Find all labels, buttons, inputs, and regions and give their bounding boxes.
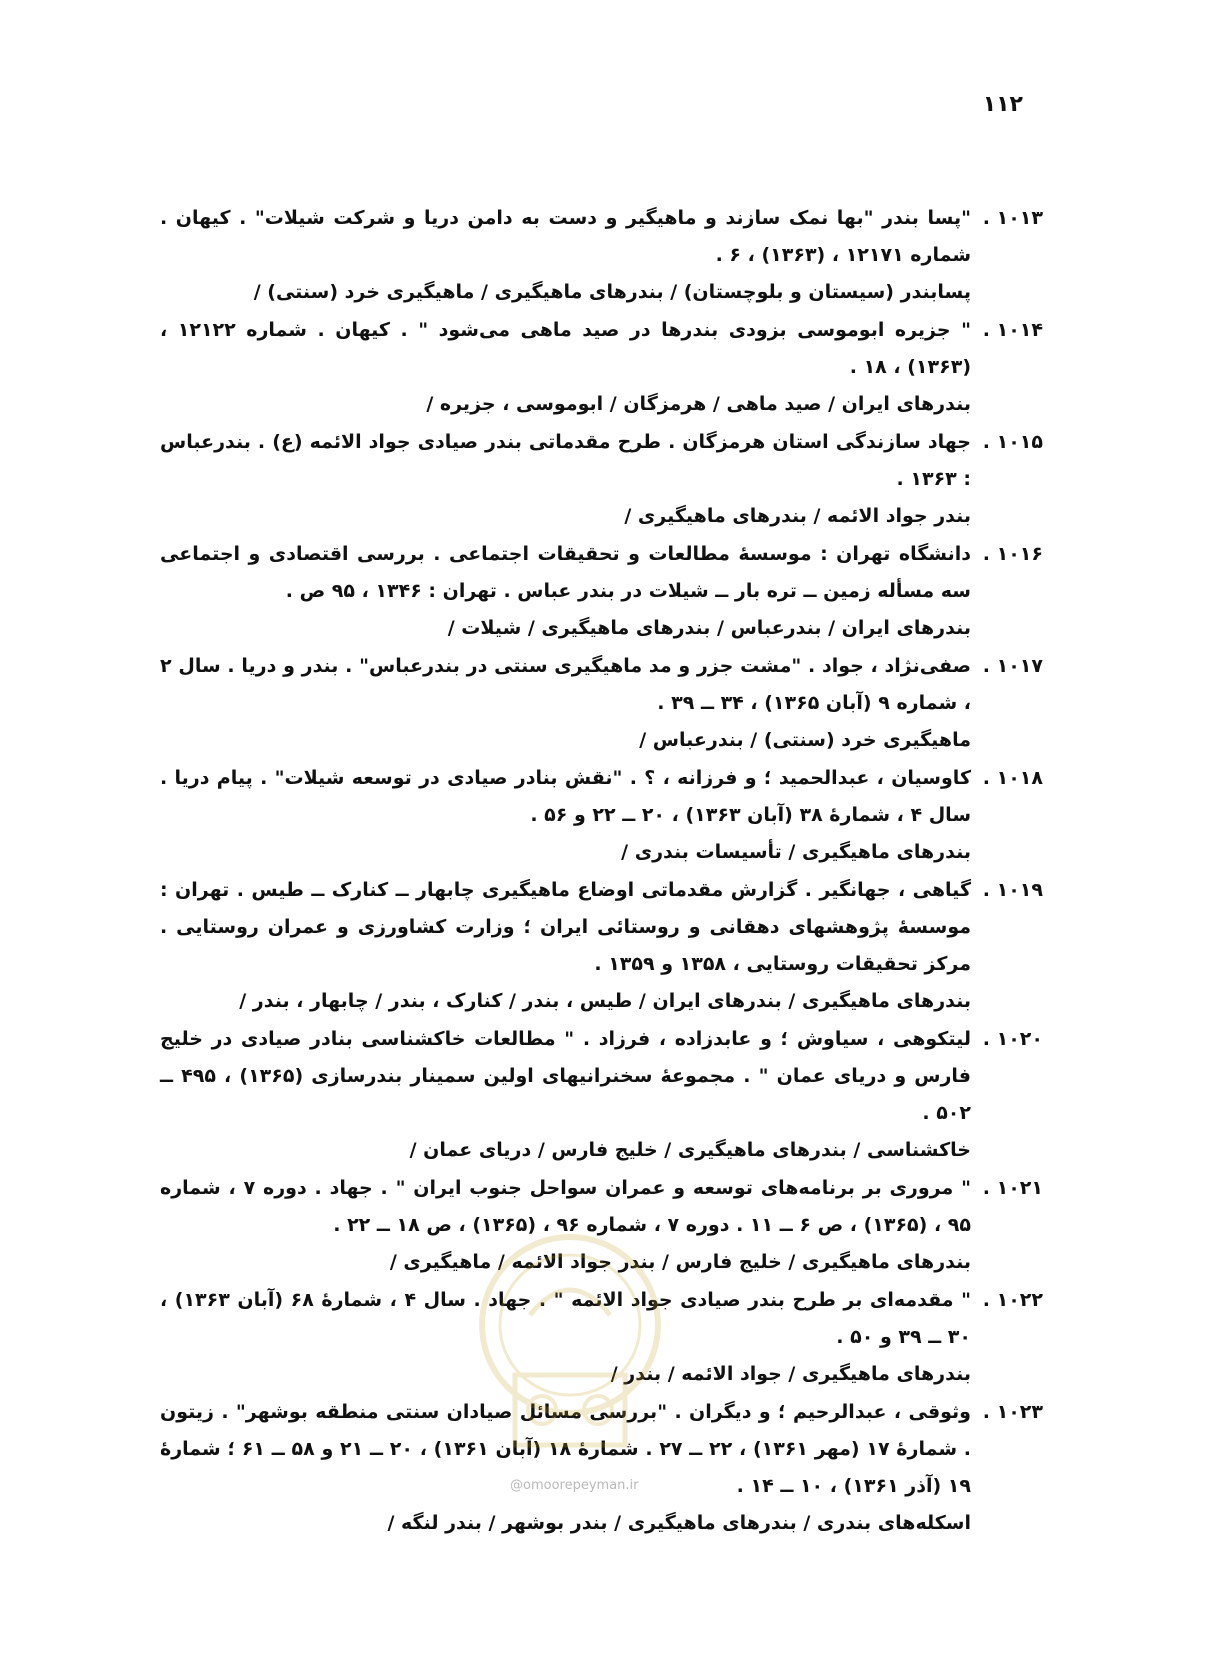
entry-citation: جهاد سازندگی استان هرمزگان . طرح مقدماتی بندر صیادی جواد الائمه (ع) . بندرعباس : ۱۳۶۳ .	[160, 431, 971, 490]
entry-citation: لیتکوهی ، سیاوش ؛ و عابدزاده ، فرزاد . " مطالعات خاکشناسی بنادر صیادی در خلیج فارس و دریای عمان " . مجموعهٔ سخنرانیهای اولین سمینار بندرسازی (۱۳۶۵) ، ۴۹۵ ــ ۵۰۲ .	[160, 1028, 971, 1124]
page-number: ۱۱۲	[982, 92, 1023, 117]
entry-number: ۱۰۱۳ .	[982, 207, 1043, 229]
entry-subjects: بندرهای ماهیگیری / بندرهای ایران / طیس ، بندر / کنارک ، بندر / چابهار ، بندر /	[239, 990, 971, 1012]
entry-subjects: بندر جواد الائمه / بندرهای ماهیگیری /	[624, 505, 971, 527]
entry-subjects: خاکشناسی / بندرهای ماهیگیری / خلیج فارس / دریای عمان /	[409, 1139, 971, 1161]
entry-number: ۱۰۲۲ .	[982, 1289, 1043, 1311]
entry-citation: " جزیره ابوموسی بزودی بندرها در صید ماهی می‌شود " . کیهان . شماره ۱۲۱۲۲ ، (۱۳۶۳) ، ۱۸ .	[160, 319, 971, 378]
bibliography-entry	[160, 760, 1043, 870]
entry-subjects: اسکله‌های بندری / بندرهای ماهیگیری / بندر بوشهر / بندر لنگه /	[387, 1512, 971, 1534]
entry-number: ۱۰۱۴ .	[982, 319, 1043, 341]
entry-number: ۱۰۲۳ .	[982, 1401, 1043, 1423]
entry-citation: صفی‌نژاد ، جواد . "مشت جزر و مد ماهیگیری سنتی در بندرعباس" . بندر و دریا . سال ۲ ، شماره ۹ (آبان ۱۳۶۵) ، ۳۴ ــ ۳۹ .	[160, 655, 971, 714]
bibliography-entry	[160, 872, 1043, 1019]
entry-subjects: بندرهای ایران / صید ماهی / هرمزگان / ابوموسی ، جزیره /	[426, 393, 971, 415]
entry-subjects: بندرهای ماهیگیری / خلیج فارس / بندر جواد الائمه / ماهیگیری /	[389, 1251, 971, 1273]
watermark-site: @omoorepeyman.ir	[510, 1478, 639, 1493]
entry-number: ۱۰۱۶ .	[982, 543, 1043, 565]
entry-citation: " مروری بر برنامه‌های توسعه و عمران سواحل جنوب ایران " . جهاد . دوره ۷ ، شماره ۹۵ ، (۱۳۶۵) ، ص ۶ ــ ۱۱ . دوره ۷ ، شماره ۹۶ ، (۱۳۶۵) ، ص ۱۸ ــ ۲۲ .	[160, 1177, 971, 1236]
entry-citation: کاوسیان ، عبدالحمید ؛ و فرزانه ، ؟ . "نقش بنادر صیادی در توسعه شیلات" . پیام دریا . سال ۴ ، شمارهٔ ۳۸ (آبان ۱۳۶۳) ، ۲۰ ــ ۲۲ و ۵۶ .	[160, 767, 971, 826]
bibliography-entry	[160, 1021, 1043, 1168]
entry-subjects: بندرهای ماهیگیری / تأسیسات بندری /	[621, 841, 971, 863]
entry-number: ۱۰۱۹ .	[982, 879, 1043, 901]
entry-subjects: ماهیگیری خرد (سنتی) / بندرعباس /	[639, 729, 971, 751]
entry-citation: وثوقی ، عبدالرحیم ؛ و دیگران . "بررسی مسائل صیادان سنتی منطقه بوشهر" . زیتون . شمارهٔ ۱۷ (مهر ۱۳۶۱) ، ۲۲ ــ ۲۷ . شمارهٔ ۱۸ (آبان ۱۳۶۱) ، ۲۰ ــ ۲۱ و ۵۸ ــ ۶۱ ؛ شمارهٔ ۱۹ (آذر ۱۳۶۱) ، ۱۰ ــ ۱۴ .	[160, 1401, 971, 1497]
bibliography-list	[160, 200, 1043, 1543]
entry-citation: "پسا بندر "بها نمک سازند و ماهیگیر و دست به دامن دریا و شرکت شیلات" . کیهان . شماره ۱۲۱۷۱ ، (۱۳۶۳) ، ۶ .	[160, 207, 971, 266]
bibliography-entry	[160, 1170, 1043, 1280]
entry-subjects: بندرهای ماهیگیری / جواد الائمه / بندر /	[610, 1363, 971, 1385]
entry-subjects: پسابندر (سیستان و بلوچستان) / بندرهای ماهیگیری / ماهیگیری خرد (سنتی) /	[253, 281, 971, 303]
bibliography-entry	[160, 200, 1043, 310]
bibliography-entry	[160, 536, 1043, 646]
bibliography-entry	[160, 648, 1043, 758]
entry-subjects: بندرهای ایران / بندرعباس / بندرهای ماهیگیری / شیلات /	[447, 617, 971, 639]
entry-number: ۱۰۱۸ .	[982, 767, 1043, 789]
entry-citation: گیاهی ، جهانگیر . گزارش مقدماتی اوضاع ماهیگیری چابهار ــ کنارک ــ طیس . تهران : موسسهٔ پژوهشهای دهقانی و روستائی ایران ؛ وزارت کشاورزی و عمران روستایی . مرکز تحقیقات روستایی ، ۱۳۵۸ و ۱۳۵۹ .	[160, 879, 971, 975]
entry-number: ۱۰۱۷ .	[982, 655, 1043, 677]
bibliography-entry	[160, 1282, 1043, 1392]
entry-number: ۱۰۲۱ .	[982, 1177, 1043, 1199]
entry-number: ۱۰۱۵ .	[982, 431, 1043, 453]
entry-citation: " مقدمه‌ای بر طرح بندر صیادی جواد الائمه " . جهاد . سال ۴ ، شمارهٔ ۶۸ (آبان ۱۳۶۳) ، ۳۰ ــ ۳۹ و ۵۰ .	[160, 1289, 971, 1348]
bibliography-entry	[160, 1394, 1043, 1541]
entry-number: ۱۰۲۰ .	[982, 1028, 1043, 1050]
bibliography-entry	[160, 424, 1043, 534]
bibliography-entry	[160, 312, 1043, 422]
entry-citation: دانشگاه تهران : موسسهٔ مطالعات و تحقیقات اجتماعی . بررسی اقتصادی و اجتماعی سه مسأله زمین ــ تره بار ــ شیلات در بندر عباس . تهران : ۱۳۴۶ ، ۹۵ ص .	[160, 543, 971, 602]
